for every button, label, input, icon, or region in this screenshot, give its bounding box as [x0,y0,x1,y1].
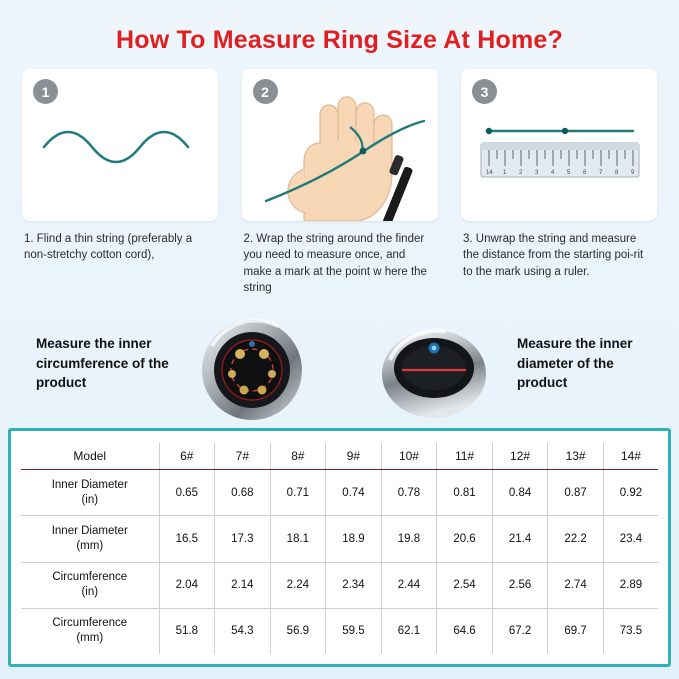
svg-text:5: 5 [567,170,571,176]
row-label-line1: Circumference [52,571,128,584]
table-row [21,608,658,654]
cell: 20.6 [437,516,493,562]
row-label-line2: (mm) [76,632,104,645]
row-label-line2: (mm) [76,540,104,553]
row-label-inner-diameter-mm [21,516,159,562]
cell: 59.5 [326,608,382,654]
ring-photos-row [0,298,679,446]
header-size-12: 12# [492,443,548,470]
header-size-13: 13# [548,443,604,470]
svg-text:9: 9 [631,170,635,176]
svg-text:7: 7 [599,170,603,176]
cell: 0.65 [159,470,215,516]
cell: 0.81 [437,470,493,516]
row-label-line2: (in) [81,493,99,506]
row-label-circumference-in [21,562,159,608]
cell: 18.9 [326,516,382,562]
table-row [21,562,658,608]
cell: 2.34 [326,562,382,608]
step-1 [22,69,218,296]
table-header-row [21,443,658,470]
ring-size-table-wrap [8,428,671,667]
row-label-circumference-mm [21,608,159,654]
cell: 69.7 [548,608,604,654]
smart-ring-inner-view-photo [186,304,318,436]
svg-text:14: 14 [486,170,493,176]
cell: 2.54 [437,562,493,608]
cell: 21.4 [492,516,548,562]
step-2 [242,69,438,296]
svg-text:4: 4 [551,170,555,176]
cell: 19.8 [381,516,437,562]
row-label-inner-diameter-in [21,470,159,516]
step-2-card [242,69,438,221]
cell: 0.87 [548,470,604,516]
step-1-caption: 1. Flind a thin string (preferably a non-stretchy cotton cord), [24,233,193,262]
step-2-caption: 2. Wrap the string around the finder you need to measure once, and make a mark at the point w here the string [243,233,427,294]
row-label-line2: (in) [81,586,99,599]
header-size-10: 10# [381,443,437,470]
header-size-8: 8# [270,443,326,470]
cell: 2.24 [270,562,326,608]
step-1-card [22,69,218,221]
cell: 2.14 [215,562,271,608]
inner-circumference-label: Measure the inner circumference of the product [36,336,169,391]
inner-diameter-label: Measure the inner diameter of the product [517,336,633,391]
table-row [21,470,658,516]
steps-row [0,61,679,296]
row-label-line1: Inner Diameter [51,478,128,491]
step-1-badge: 1 [33,79,58,104]
page-title: How To Measure Ring Size At Home? [116,26,563,54]
header-size-11: 11# [437,443,493,470]
step-3-badge: 3 [472,79,497,104]
cell: 0.74 [326,470,382,516]
cell: 22.2 [548,516,604,562]
cell: 17.3 [215,516,271,562]
smart-ring-diameter-view-photo [368,304,500,436]
header-size-7: 7# [215,443,271,470]
step-3-caption: 3. Unwrap the string and measure the distance from the starting poi-rit to the mark using a ruler. [463,233,644,278]
cell: 2.74 [548,562,604,608]
ring-size-table [21,443,658,654]
svg-text:3: 3 [535,170,539,176]
cell: 0.71 [270,470,326,516]
cell: 18.1 [270,516,326,562]
svg-text:1: 1 [503,170,507,176]
header-size-6: 6# [159,443,215,470]
cell: 73.5 [603,608,658,654]
cell: 56.9 [270,608,326,654]
cell: 2.89 [603,562,658,608]
header-size-14: 14# [603,443,658,470]
row-label-line1: Circumference [52,617,128,630]
table-row [21,516,658,562]
cell: 62.1 [381,608,437,654]
svg-text:8: 8 [615,170,619,176]
step-3-card [461,69,657,221]
cell: 23.4 [603,516,658,562]
cell: 54.3 [215,608,271,654]
step-2-badge: 2 [253,79,278,104]
svg-text:6: 6 [583,170,587,176]
row-label-line1: Inner Diameter [51,525,128,538]
cell: 0.78 [381,470,437,516]
cell: 64.6 [437,608,493,654]
svg-text:2: 2 [519,170,523,176]
cell: 67.2 [492,608,548,654]
cell: 0.68 [215,470,271,516]
cell: 0.84 [492,470,548,516]
header-model: Model [21,443,159,470]
cell: 2.56 [492,562,548,608]
header-size-9: 9# [326,443,382,470]
cell: 16.5 [159,516,215,562]
step-3 [461,69,657,296]
cell: 51.8 [159,608,215,654]
cell: 2.44 [381,562,437,608]
cell: 2.04 [159,562,215,608]
cell: 0.92 [603,470,658,516]
